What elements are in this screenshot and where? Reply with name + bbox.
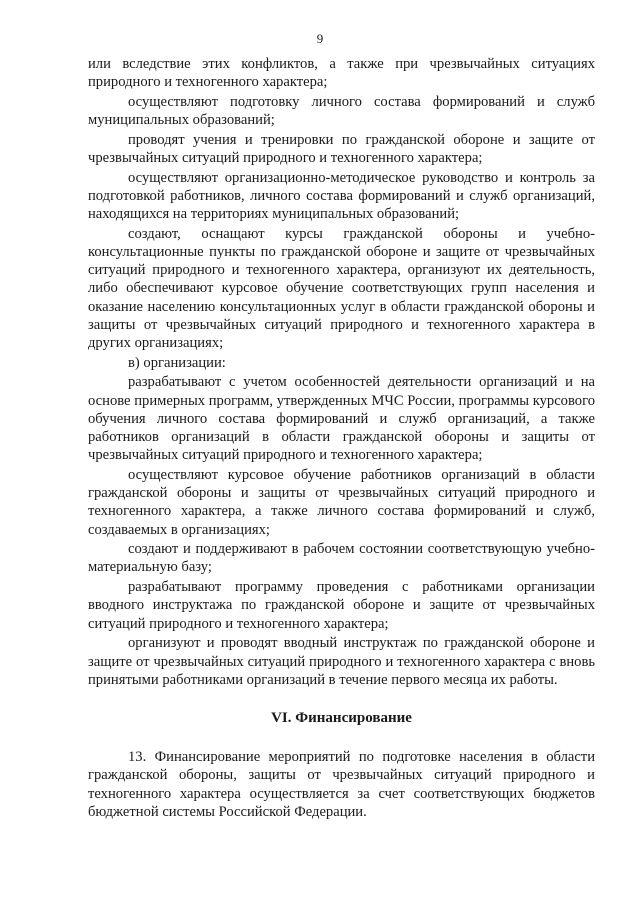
- paragraph-financing: 13. Финансирование мероприятий по подготовке населения в области гражданской обороны, защиты от чрезвычайных ситуаций природного и техногенного характера осуществляется за счет соответствующих бюджетов бюджетной системы Российской Федерации.: [88, 749, 595, 820]
- paragraph-induction-program: разрабатывают программу проведения с работниками организации вводного инструктажа по гражданской обороне и защите от чрезвычайных ситуаций природного и техногенного характера;: [88, 579, 595, 632]
- paragraph-course-training: осуществляют курсовое обучение работников организаций в области гражданской обороны и защиты от чрезвычайных ситуаций природного и техногенного характера, а также личного состава формирований и служб, создаваемых в организациях;: [88, 466, 595, 538]
- paragraph-induction-briefing: организуют и проводят вводный инструктаж по гражданской обороне и защите от чрезвычайных ситуаций природного и техногенного характера с вновь принятыми работниками организаций в течение первого месяца их работы.: [88, 635, 595, 688]
- paragraph-courses-consultation: создают, оснащают курсы гражданской обороны и учебно-консультационные пункты по гражданской обороне и защите от чрезвычайных ситуаций природного и техногенного характера, организуют их деятельность, либо обеспечивают курсовое обучение соответствующих групп населения и оказание населению консультационных услуг в области гражданской обороны и защиты от чрезвычайных ситуаций природного и техногенного характера в других организациях;: [88, 225, 595, 352]
- document-body: [88, 55, 595, 822]
- paragraph-training-formations: осуществляют подготовку личного состава формирований и служб муниципальных образований;: [88, 93, 595, 129]
- page-number: 9: [316, 31, 324, 46]
- paragraph-develop-programs: разрабатывают с учетом особенностей деятельности организаций и на основе примерных программ, утвержденных МЧС России, программы курсового обучения личного состава формирований и служб организаций, а также работников организаций в области гражданской обороны и защиты от чрезвычайных ситуаций природного и техногенного характера;: [88, 374, 595, 464]
- paragraph-continuation: или вследствие этих конфликтов, а также при чрезвычайных ситуациях природного и техногенного характера;: [88, 56, 595, 91]
- paragraph-organizations-heading: в) организации:: [128, 354, 226, 371]
- paragraph-methodical-guidance: осуществляют организационно-методическое руководство и контроль за подготовкой работников, личного состава формирований и служб организаций, находящихся на территориях муниципальных образований;: [88, 169, 595, 223]
- section-heading: VI. Финансирование: [271, 709, 412, 726]
- paragraph-material-base: создают и поддерживают в рабочем состоянии соответствующую учебно-материальную базу;: [88, 541, 595, 576]
- paragraph-exercises: проводят учения и тренировки по гражданской обороне и защите от чрезвычайных ситуаций природного и техногенного характера;: [88, 131, 595, 167]
